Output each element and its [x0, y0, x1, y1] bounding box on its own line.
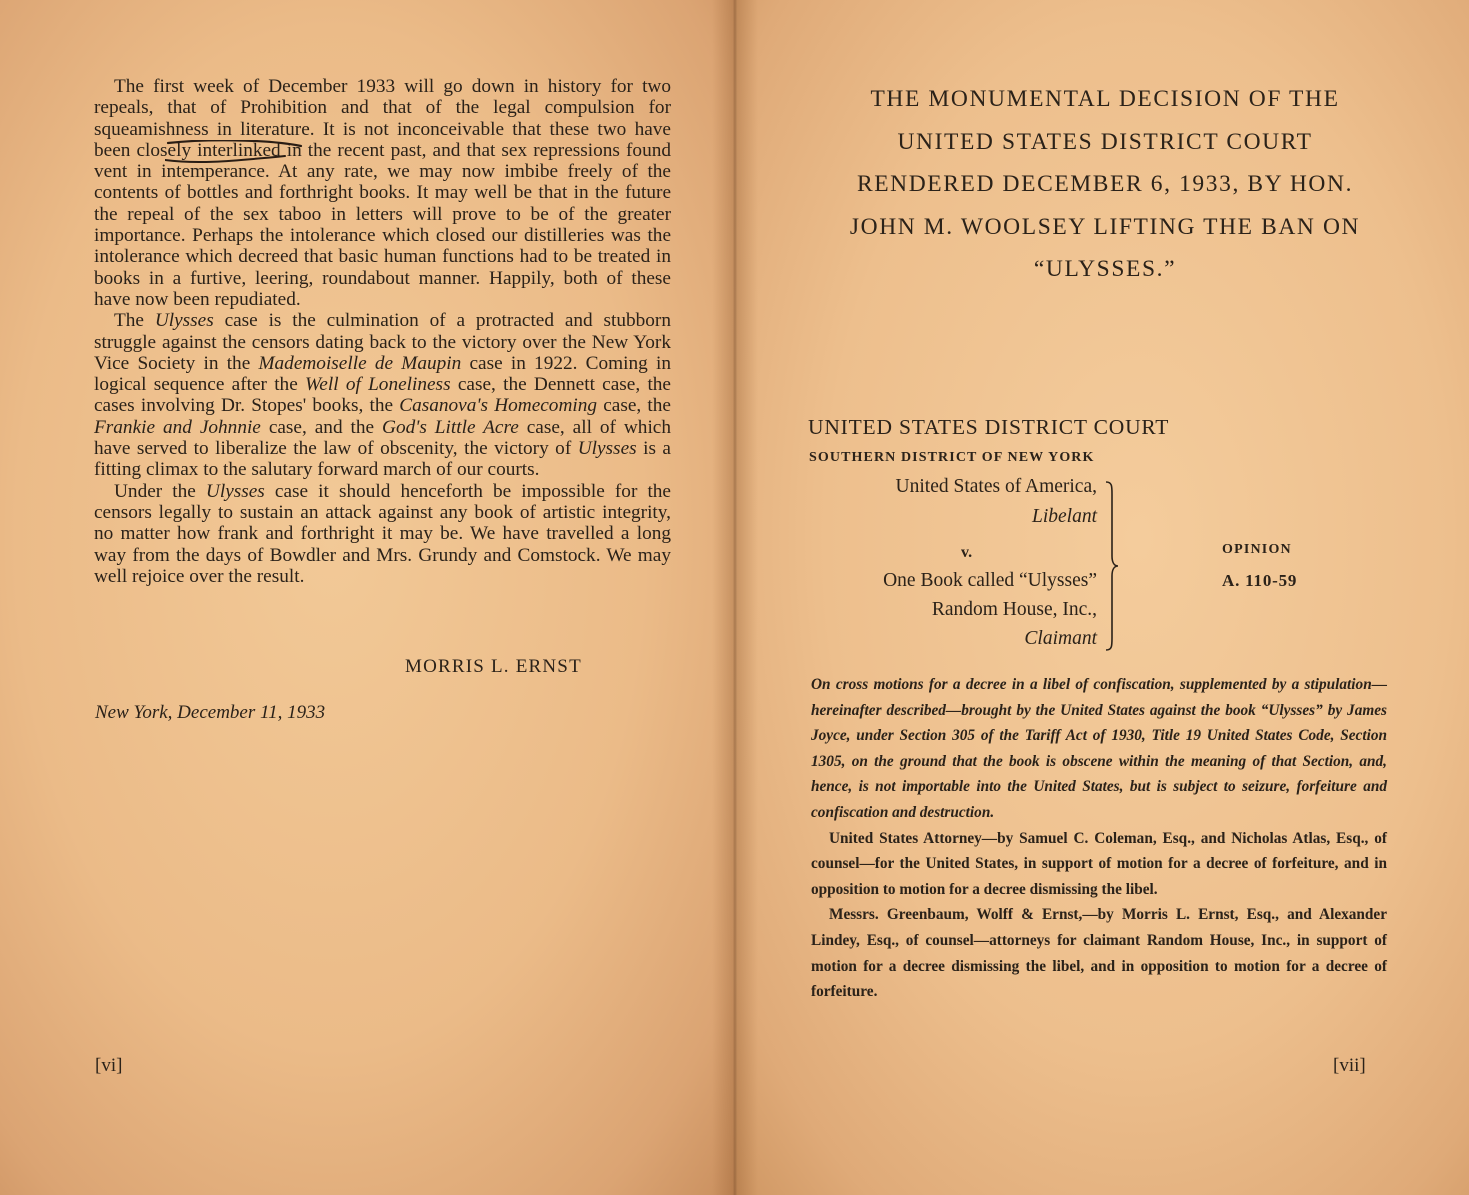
caption-brace [1105, 480, 1119, 652]
place-and-date: New York, December 11, 1933 [95, 702, 326, 723]
paragraph-3 [94, 481, 671, 587]
pen-underline-mark [165, 140, 305, 168]
italic-title-run: Ulysses [154, 310, 214, 332]
italic-title-run: Well of Loneliness [305, 374, 451, 396]
book-gutter [712, 0, 758, 1195]
title-line-4: JOHN M. WOOLSEY LIFTING THE BAN ON [849, 213, 1361, 240]
right-page [735, 0, 1469, 1195]
counsel-paragraph-2: Messrs. Greenbaum, Wolff & Ernst,—by Morris L. Ernst, Esq., and Alexander Lindey, Esq., of counsel—attorneys for claimant Random House, Inc., in support of motion for a decree dismissing the libel, and in opposition to motion for a decree of forfeiture. [811, 906, 1387, 1001]
author-signature: MORRIS L. ERNST [405, 656, 582, 677]
opinion-number: A. 110-59 [1222, 571, 1298, 590]
title-line-3: RENDERED DECEMBER 6, 1933, BY HON. [856, 171, 1354, 197]
text-run: The [114, 310, 155, 332]
italic-title-run: Ulysses [205, 480, 265, 502]
plaintiff-name: United States of America, [895, 476, 1097, 497]
text-run: case it should henceforth be impossible for the censors legally to sustain an attack against any book of artistic integrity, no matter how frank and forthright it may be. We have travelled a long way from the days of Bowdler and Mrs. Grundy and Comstock. We may well rejoice over the result. [94, 480, 671, 587]
text-run: case in 1922. Coming in logical sequence after the [94, 352, 671, 396]
text-run: case, all of which have served to liberalize the law of obscenity, the victory of [94, 416, 672, 460]
title-line-1: THE MONUMENTAL DECISION OF THE [870, 86, 1340, 112]
italic-title-run: Casanova's Homecoming [399, 395, 598, 417]
italic-title-run: Mademoiselle de Maupin [258, 352, 462, 374]
text-run: case, the Dennett case, the cases involving Dr. Stopes' books, the [94, 374, 671, 417]
claimant-role: Claimant [1024, 628, 1097, 649]
claimant-name: Random House, Inc., [931, 599, 1097, 620]
plaintiff-role: Libelant [1031, 506, 1097, 527]
opinion-label: OPINION [1222, 542, 1292, 557]
versus-label: v. [961, 544, 973, 561]
italic-title-run: God's Little Acre [382, 416, 519, 438]
district-heading: SOUTHERN DISTRICT OF NEW YORK [809, 450, 1095, 465]
italic-title-run: Frankie and Johnnie [94, 416, 261, 438]
title-line-5: “ULYSSES.” [1033, 256, 1177, 282]
italic-title-run: Ulysses [577, 438, 637, 460]
text-run: Under the [114, 480, 206, 502]
defendant-name: One Book called “Ulysses” [883, 570, 1097, 591]
text-run: case is the culmination of a protracted and stubborn struggle against the censors dating back to the victory over the New York Vice Society in the [94, 310, 671, 374]
title-line-2: UNITED STATES DISTRICT COURT [897, 128, 1313, 155]
syllabus-paragraph: On cross motions for a decree in a libel of confiscation, supplemented by a stipulation—hereinafter described—brought by the United States against the book “Ulysses” by James Joyce, under Section 305 of the Tariff Act of 1930, Title 19 United States Code, Section 1305, on the ground that the book is obscene within the meaning of that Section, and, hence, is not importable into the United States, but is subject to seizure, forfeiture and confiscation and destruction. [811, 676, 1387, 821]
text-run: is a fitting climax to the salutary forward march of our courts. [94, 438, 671, 481]
paragraph-2 [94, 310, 671, 480]
page-number-left: [vi] [95, 1055, 123, 1076]
page-number-right: [vii] [1333, 1055, 1366, 1076]
text-run: case, and the [260, 416, 383, 438]
decision-body [811, 672, 1387, 1005]
paragraph-1: The first week of December 1933 will go down in history for two repeals, that of Prohibition and that of the legal compulsion for squeamishness in literature. It is not inconceivable that these two have been closely interlinked in the recent past, and that sex repressions found vent in intemperance. At any rate, we may now imbibe freely of the contents of bottles and forthright books. It may well be that in the future the repeal of the sex taboo in letters will prove to be of the greater importance. Perhaps the intolerance which closed our distilleries was the intolerance which decreed that basic human functions had to be treated in books in a furtive, leering, roundabout manner. Happily, both of these have now been repudiated. [94, 76, 671, 310]
decision-title [795, 78, 1415, 291]
court-heading: UNITED STATES DISTRICT COURT [808, 415, 1170, 439]
counsel-paragraph-1: United States Attorney—by Samuel C. Coleman, Esq., and Nicholas Atlas, Esq., of counsel—for the United States, in support of motion for a decree of forfeiture, and in opposition to motion for a decree dismissing the libel. [811, 829, 1387, 898]
text-run: case, the [597, 395, 671, 417]
